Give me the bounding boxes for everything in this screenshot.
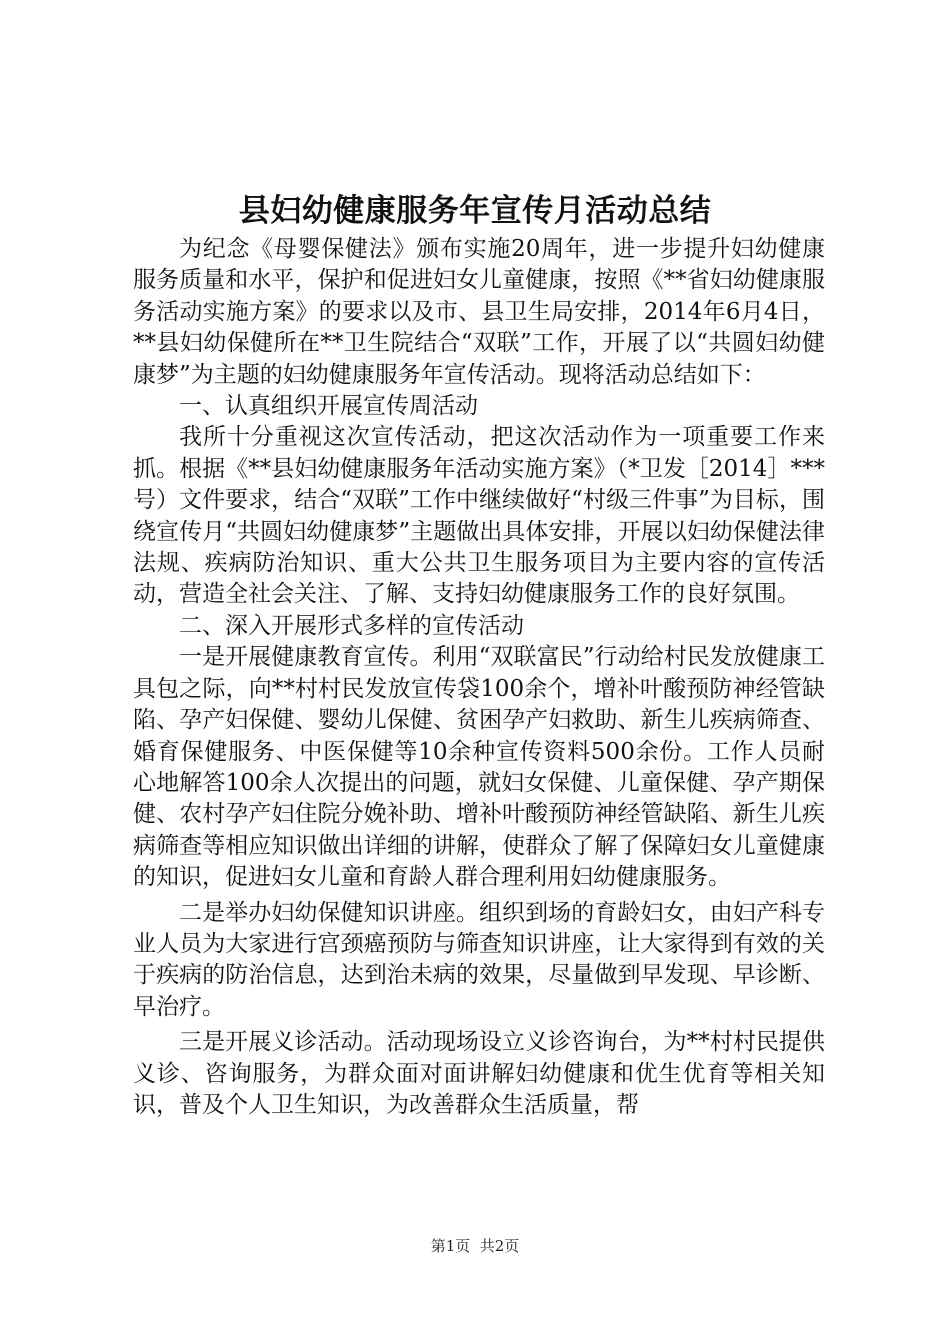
section-1-paragraph: 我所十分重视这次宣传活动，把这次活动作为一项重要工作来抓。根据《**县妇幼健康服务年活动实施方案》（*卫发［2014］***号）文件要求，结合“双联”工作中继续做好“村级三件事”为目标，围绕宣传月“共圆妇幼健康梦”主题做出具体安排，开展以妇幼保健法律法规、疾病防治知识、重大公共卫生服务项目为主要内容的宣传活动，营造全社会关注、了解、支持妇幼健康服务工作的良好氛围。 [133, 424, 825, 608]
section-2-paragraph-3: 三是开展义诊活动。活动现场设立义诊咨询台，为**村村民提供义诊、咨询服务，为群众面对面讲解妇幼健康和优生优育等相关知识，普及个人卫生知识，为改善群众生活质量，帮 [133, 1029, 825, 1118]
document-title: 县妇幼健康服务年宣传月活动总结 [238, 193, 712, 229]
section-heading-1: 一、认真组织开展宣传周活动 [179, 393, 478, 420]
section-heading-2: 二、深入开展形式多样的宣传活动 [179, 612, 524, 639]
page-footer: 第1页 共2页 [430, 1237, 520, 1255]
section-2-paragraph-1: 一是开展健康教育宣传。利用“双联富民”行动给村民发放健康工具包之际，向**村村民发放宣传袋100余个，增补叶酸预防神经管缺陷、孕产妇保健、婴幼儿保健、贫困孕产妇救助、新生儿疾病筛查、婚育保健服务、中医保健等10余种宣传资料500余份。工作人员耐心地解答100余人次提出的问题，就妇女保健、儿童保健、孕产期保健、农村孕产妇住院分娩补助、增补叶酸预防神经管缺陷、新生儿疾病筛查等相应知识做出详细的讲解，使群众了解了保障妇女儿童健康的知识，促进妇女儿童和育龄人群合理利用妇幼健康服务。 [133, 644, 825, 891]
intro-paragraph: 为纪念《母婴保健法》颁布实施20周年，进一步提升妇幼健康服务质量和水平，保护和促进妇女儿童健康，按照《**省妇幼健康服务活动实施方案》的要求以及市、县卫生局安排，2014年6月4日，**县妇幼保健所在**卫生院结合“双联”工作，开展了以“共圆妇幼健康梦”为主题的妇幼健康服务年宣传活动。现将活动总结如下： [133, 236, 825, 388]
document-body [133, 234, 825, 1121]
section-2-paragraph-2: 二是举办妇幼保健知识讲座。组织到场的育龄妇女，由妇产科专业人员为大家进行宫颈癌预防与筛查知识讲座，让大家得到有效的关于疾病的防治信息，达到治未病的效果，尽量做到早发现、早诊断、早治疗。 [133, 899, 825, 1020]
